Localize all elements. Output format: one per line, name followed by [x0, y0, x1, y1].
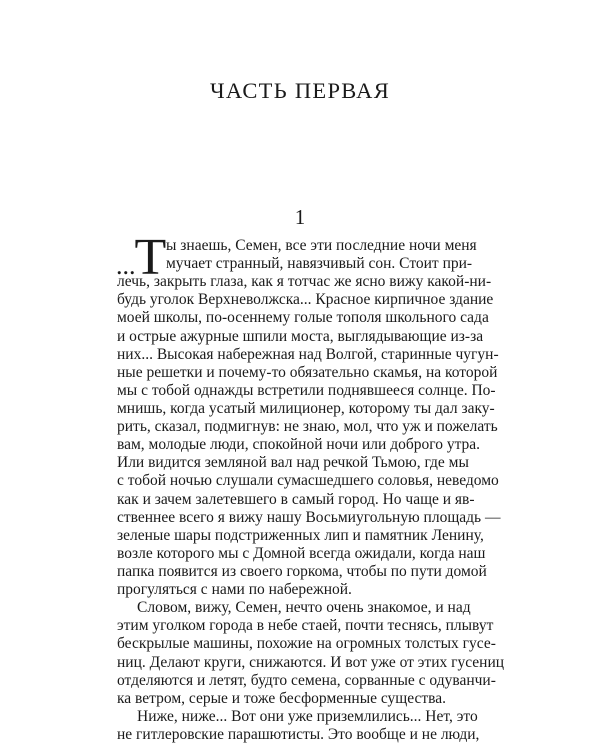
text-line: Или видится земляной вал над речкой Тьмою, где мы	[117, 454, 469, 471]
text-line: папка появится из своего горкома, чтобы по пути домой	[117, 563, 487, 580]
text-line: как и зачем залетевшего в самый город. Но чаще и яв-	[117, 491, 475, 508]
text-line: моей школы, по-осеннему голые тополя школьного сада	[117, 309, 489, 326]
text-line: прогуляться с нами по набережной.	[117, 581, 352, 598]
drop-cap-letter: Т	[134, 229, 167, 286]
text-line: с тобой ночью слушали сумасшедшего соловья, неведомо	[117, 472, 499, 489]
text-line: ные решетки и почему-то обязательно скамья, на которой	[117, 364, 498, 381]
text-line: бескрылые машины, похожие на огромных толстых гусе-	[117, 635, 496, 652]
text-line: мнишь, когда усатый милиционер, которому ты дал заку-	[117, 400, 495, 417]
text-line: будь уголок Верхневолжска... Красное кирпичное здание	[117, 291, 494, 308]
text-line: вам, молодые люди, спокойной ночи или доброго утра.	[117, 436, 481, 453]
drop-cap-ellipsis: ...	[116, 251, 136, 280]
text-line: рить, сказал, подмигнув: не знаю, мол, что уж и пожелать	[117, 418, 498, 435]
part-title: ЧАСТЬ ПЕРВАЯ	[210, 78, 390, 103]
text-line: зеленые шары подстриженных лип и памятник Ленину,	[117, 527, 484, 544]
text-line: ниц. Делают круги, снижаются. И вот уже от этих гусениц	[117, 654, 505, 671]
text-line: мы с тобой однажды встретили поднявшееся солнце. По-	[117, 382, 496, 399]
text-line: возле которого мы с Домной всегда ожидали, когда наш	[117, 545, 486, 562]
text-line: ы знаешь, Семен, все эти последние ночи меня	[166, 237, 477, 254]
text-line: них... Высокая набережная над Волгой, старинные чугун-	[117, 346, 499, 363]
text-line: отделяются и летят, будто семена, сорванные с одуванчи-	[117, 672, 496, 689]
text-line: ка ветром, серые и тоже бесформенные существа.	[117, 690, 447, 707]
text-line: ственнее всего я вижу нашу Восьмиугольную площадь —	[117, 509, 501, 526]
text-line: мучает странный, навязчивый сон. Стоит при-	[166, 255, 473, 272]
text-line: Ниже, ниже... Вот они уже приземлились... Нет, это	[137, 708, 478, 725]
text-line: этим уголком города в небе стаей, почти теснясь, плывут	[117, 617, 494, 634]
chapter-number: 1	[294, 205, 306, 229]
text-line: не гитлеровские парашютисты. Это вообще и не люди,	[117, 726, 480, 743]
text-line: и острые ажурные шпили моста, выглядывающие из-за	[117, 328, 484, 345]
text-line: лечь, закрыть глаза, как я тотчас же ясно вижу какой-ни-	[117, 273, 492, 290]
text-line: Словом, вижу, Семен, нечто очень знакомое, и над	[137, 599, 471, 616]
